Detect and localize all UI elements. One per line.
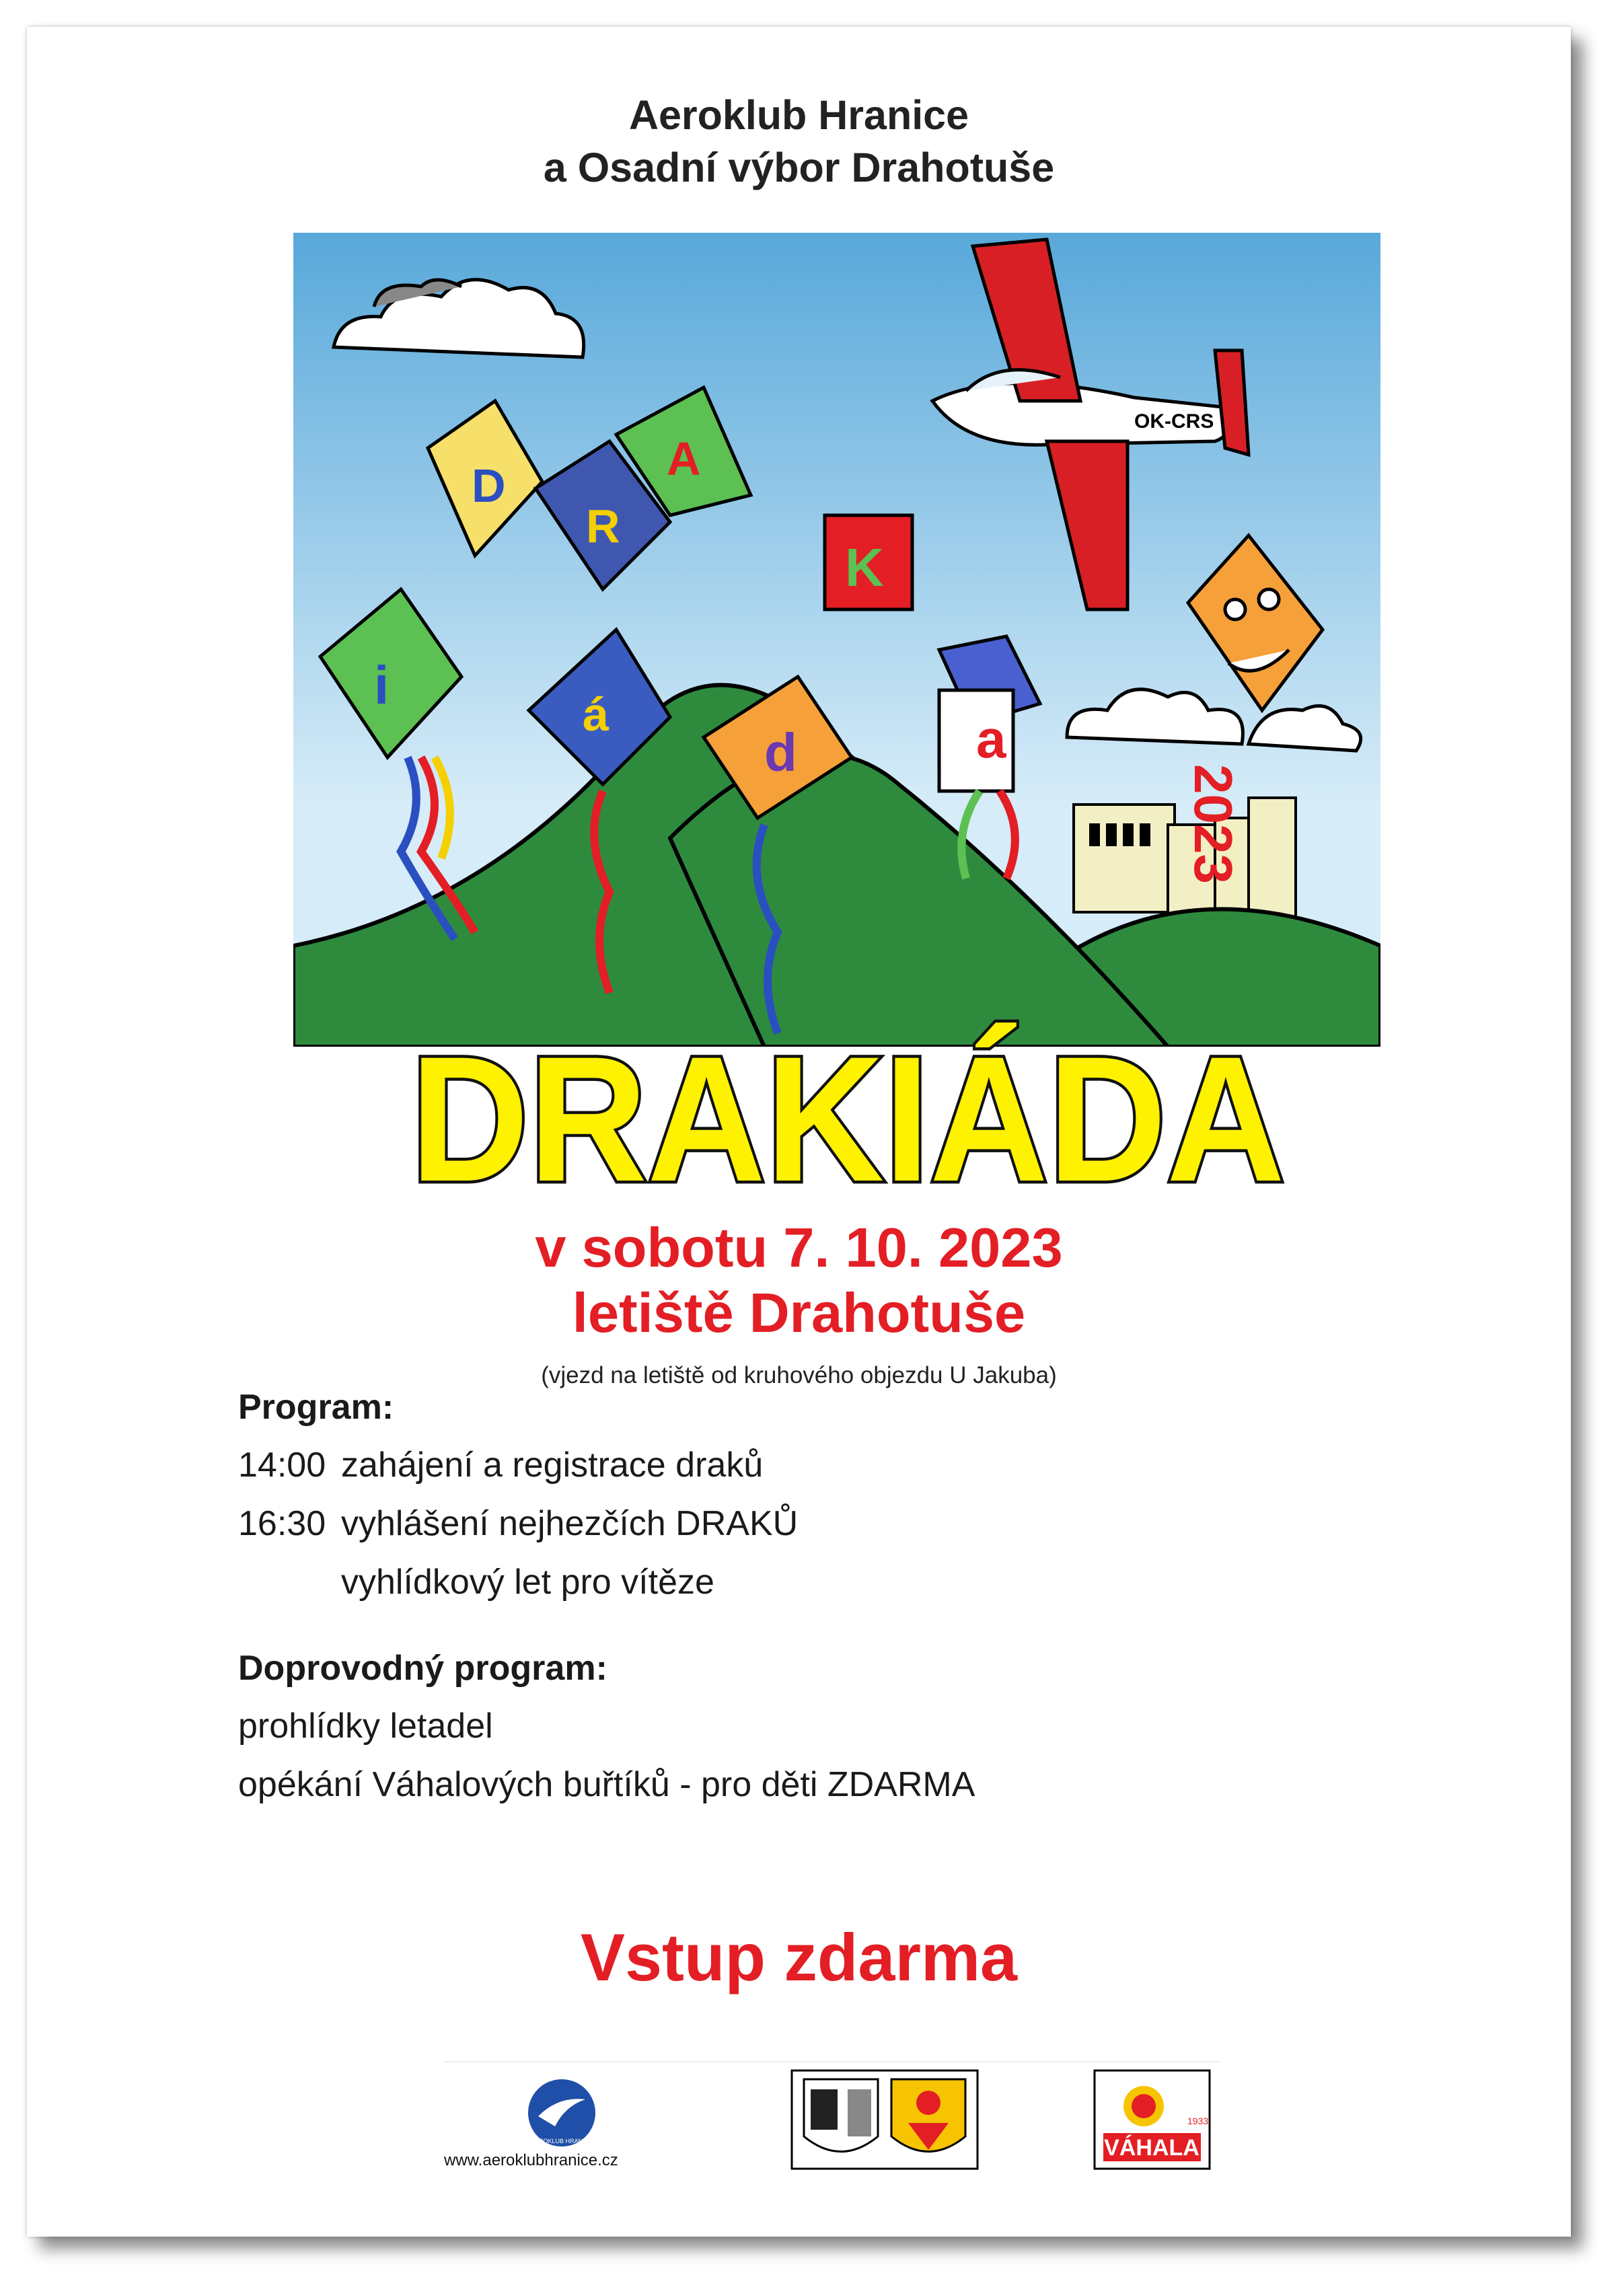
svg-text:i: i (374, 655, 390, 715)
footer-logos (444, 2061, 1221, 2184)
program-text: vyhlášení nejhezčích DRAKŮ (341, 1504, 799, 1543)
program-item (238, 1562, 714, 1602)
program-item (238, 1503, 798, 1544)
svg-text:VÁHALA: VÁHALA (1104, 2135, 1199, 2161)
side-program-heading: Doprovodný program: (238, 1649, 607, 1688)
svg-text:d: d (764, 722, 797, 782)
svg-text:R: R (586, 500, 620, 552)
svg-text:A: A (667, 433, 701, 485)
poster (27, 27, 1571, 2237)
svg-text:OK-CRS: OK-CRS (1134, 410, 1214, 433)
svg-text:1933: 1933 (1187, 2116, 1209, 2126)
kite-festival-illustration (293, 233, 1380, 1047)
access-note: (vjezd na letiště od kruhového objezdu U Jakuba) (541, 1362, 1057, 1388)
program-text: vyhlídkový let pro vítěze (341, 1563, 714, 1602)
organizer-line-1: Aeroklub Hranice (628, 92, 969, 138)
svg-text:K: K (845, 537, 884, 597)
year-label: 2023 (1183, 764, 1243, 884)
program-time: 16:30 (238, 1504, 326, 1543)
organizer-line-2: a Osadní výbor Drahotuše (543, 145, 1055, 190)
vahala-logo-icon (1093, 2069, 1211, 2170)
aeroklub-logo-icon (525, 2076, 599, 2150)
program-item (238, 1445, 763, 1485)
program-heading: Program: (238, 1388, 394, 1427)
svg-text:DRAKIÁDA: DRAKIÁDA (410, 1020, 1285, 1204)
program-time: 14:00 (238, 1446, 326, 1485)
website-link[interactable]: www.aeroklubhranice.cz (444, 2151, 618, 2169)
side-program-item: opékání Váhalových buřtíků - pro děti ZDARMA (238, 1765, 975, 1804)
svg-text:á: á (583, 688, 609, 741)
program-text: zahájení a registrace draků (341, 1446, 764, 1485)
side-program-item: prohlídky letadel (238, 1707, 493, 1746)
event-title-drakiada (404, 1009, 1292, 1204)
svg-text:a: a (976, 709, 1006, 769)
free-entry-label: Vstup zdarma (580, 1920, 1018, 1994)
coat-of-arms-icon (790, 2069, 979, 2170)
svg-text:D: D (472, 459, 506, 512)
event-date: v sobotu 7. 10. 2023 (535, 1216, 1063, 1279)
kite-K (825, 515, 912, 609)
event-place: letiště Drahotuše (572, 1281, 1026, 1344)
svg-text:AEROKLUB HRANICE: AEROKLUB HRANICE (530, 2138, 593, 2145)
